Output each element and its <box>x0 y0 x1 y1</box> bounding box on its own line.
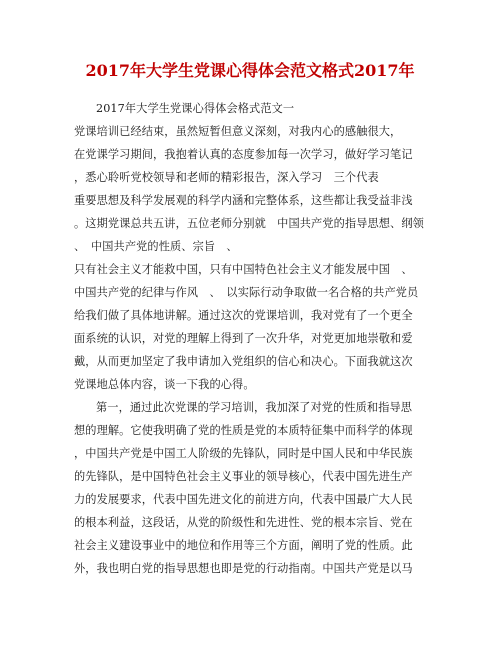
paragraph-line: 、 中国共产党的性质、宗旨 、 <box>74 240 238 253</box>
paragraph-line: ，中国共产党是中国工人阶级的先锋队，同时是中国人民和中华民族 <box>74 447 413 460</box>
paragraph-line: 想的理解。它使我明确了党的性质是党的本质特征集中而科学的体现 <box>74 424 413 437</box>
paragraph-line: ，悉心聆听党校领导和老师的精彩报告，深入学习 三个代表 <box>74 171 379 184</box>
paragraph-line: 的根本利益，这段话，从党的阶级性和先进性、党的根本宗旨、党在 <box>74 516 413 529</box>
paragraph-line: 党课地总体内容，谈一下我的心得。 <box>74 378 255 391</box>
paragraph-line: 党课培训已经结束，虽然短暂但意义深刻，对我内心的感触很大， <box>74 125 402 138</box>
paragraph-line: 社会主义建设事业中的地位和作用等三个方面，阐明了党的性质。此 <box>74 539 413 552</box>
paragraph-line: 在党课学习期间，我抱着认真的态度参加每一次学习，做好学习笔记 <box>74 148 413 161</box>
paragraph-line: 给我们做了具体地讲解。通过这次的党课培训，我对党有了一个更全 <box>74 309 413 322</box>
paragraph-line: 重要思想及科学发展观的科学内涵和完整体系，这些都让我受益非浅 <box>74 194 413 207</box>
paragraph-line: 只有社会主义才能救中国，只有中国特色社会主义才能发展中国 、 <box>74 263 413 276</box>
paragraph-line: 外，我也明白党的指导思想也即是党的行动指南。中国共产党是以马 <box>74 562 413 575</box>
paragraph-line: 第一，通过此次党课的学习培训，我加深了对党的性质和指导思 <box>96 401 413 414</box>
paragraph-line: 中国共产党的纪律与作风 、 以实际行动争取做一名合格的共产党员 <box>74 286 419 299</box>
paragraph-line: 的先锋队，是中国特色社会主义事业的领导核心，代表中国先进生产 <box>74 470 413 483</box>
document-title: 2017年大学生党课心得体会范文格式2017年 <box>85 61 415 80</box>
paragraph-line: 戴，从而更加坚定了我申请加入党组织的信心和决心。下面我就这次 <box>74 355 413 368</box>
section-heading: 2017年大学生党课心得体会格式范文一 <box>96 102 295 115</box>
paragraph-line: 力的发展要求，代表中国先进文化的前进方向，代表中国最广大人民 <box>74 493 413 506</box>
paragraph-line: 。这期党课总共五讲，五位老师分别就 中国共产党的指导思想、纲领 <box>74 217 424 230</box>
paragraph-line: 面系统的认识，对党的理解上得到了一次升华，对党更加地崇敬和爱 <box>74 332 413 345</box>
